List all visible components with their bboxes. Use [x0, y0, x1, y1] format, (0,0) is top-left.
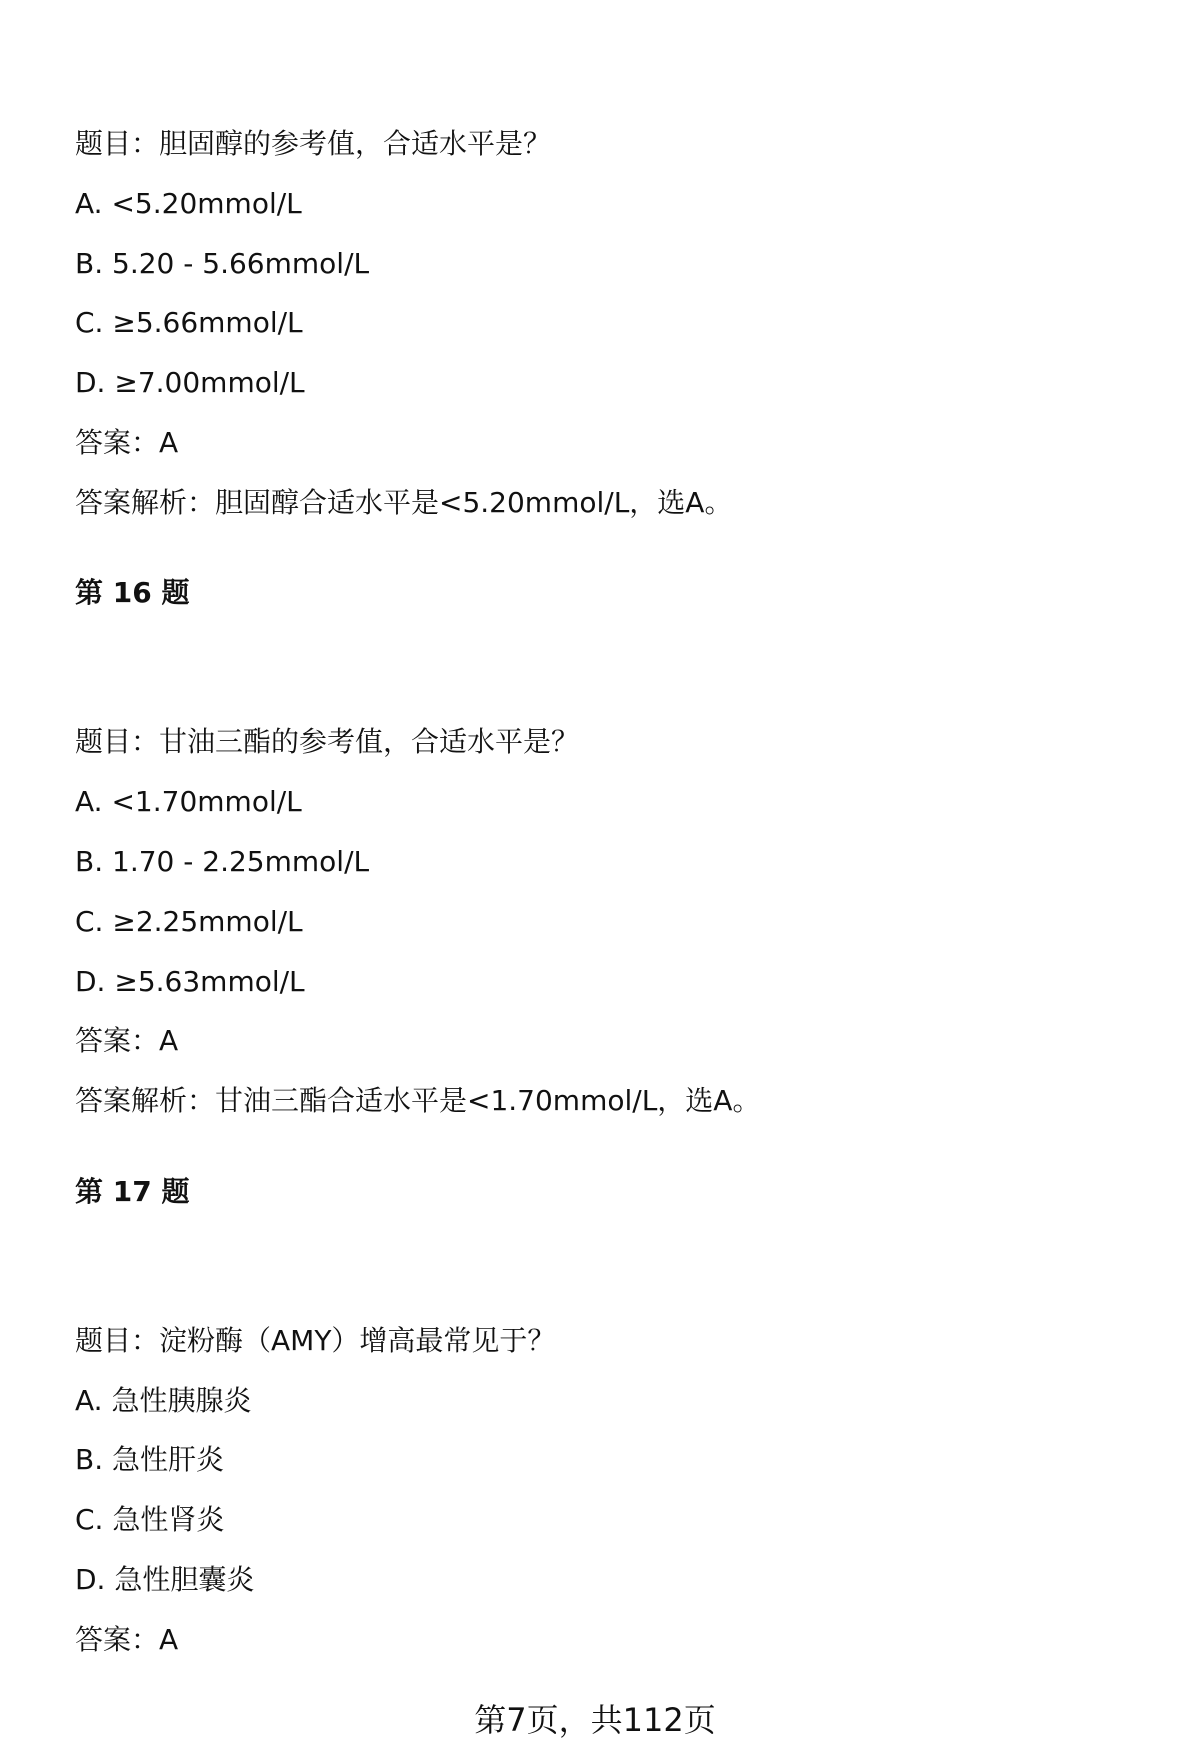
- option-a: A. <5.20mmol/L: [75, 187, 302, 220]
- option-b: B. 1.70 - 2.25mmol/L: [75, 845, 370, 878]
- option-a: A. <1.70mmol/L: [75, 785, 302, 818]
- answer: 答案：A: [75, 1623, 179, 1656]
- option-d: D. 急性胆囊炎: [75, 1563, 255, 1596]
- question-heading: 第 16 题: [75, 576, 190, 609]
- option-c: C. ≥5.66mmol/L: [75, 306, 303, 339]
- option-a: A. 急性胰腺炎: [75, 1384, 252, 1417]
- option-b: B. 急性肝炎: [75, 1443, 225, 1476]
- answer-explanation: 答案解析：甘油三酯合适水平是<1.70mmol/L，选A。: [75, 1084, 761, 1117]
- page-number-footer: 第7页，共112页: [474, 1701, 716, 1739]
- option-d: D. ≥5.63mmol/L: [75, 965, 305, 998]
- option-d: D. ≥7.00mmol/L: [75, 366, 305, 399]
- option-b: B. 5.20 - 5.66mmol/L: [75, 247, 370, 280]
- question-heading: 第 17 题: [75, 1175, 190, 1208]
- answer-explanation: 答案解析：胆固醇合适水平是<5.20mmol/L，选A。: [75, 486, 733, 519]
- question-text: 题目：胆固醇的参考值，合适水平是？: [75, 127, 552, 160]
- option-c: C. 急性肾炎: [75, 1503, 225, 1536]
- answer: 答案：A: [75, 426, 179, 459]
- question-text: 题目：甘油三酯的参考值，合适水平是？: [75, 725, 580, 758]
- answer: 答案：A: [75, 1024, 179, 1057]
- question-text: 题目：淀粉酶（AMY）增高最常见于？: [75, 1324, 556, 1357]
- option-c: C. ≥2.25mmol/L: [75, 905, 303, 938]
